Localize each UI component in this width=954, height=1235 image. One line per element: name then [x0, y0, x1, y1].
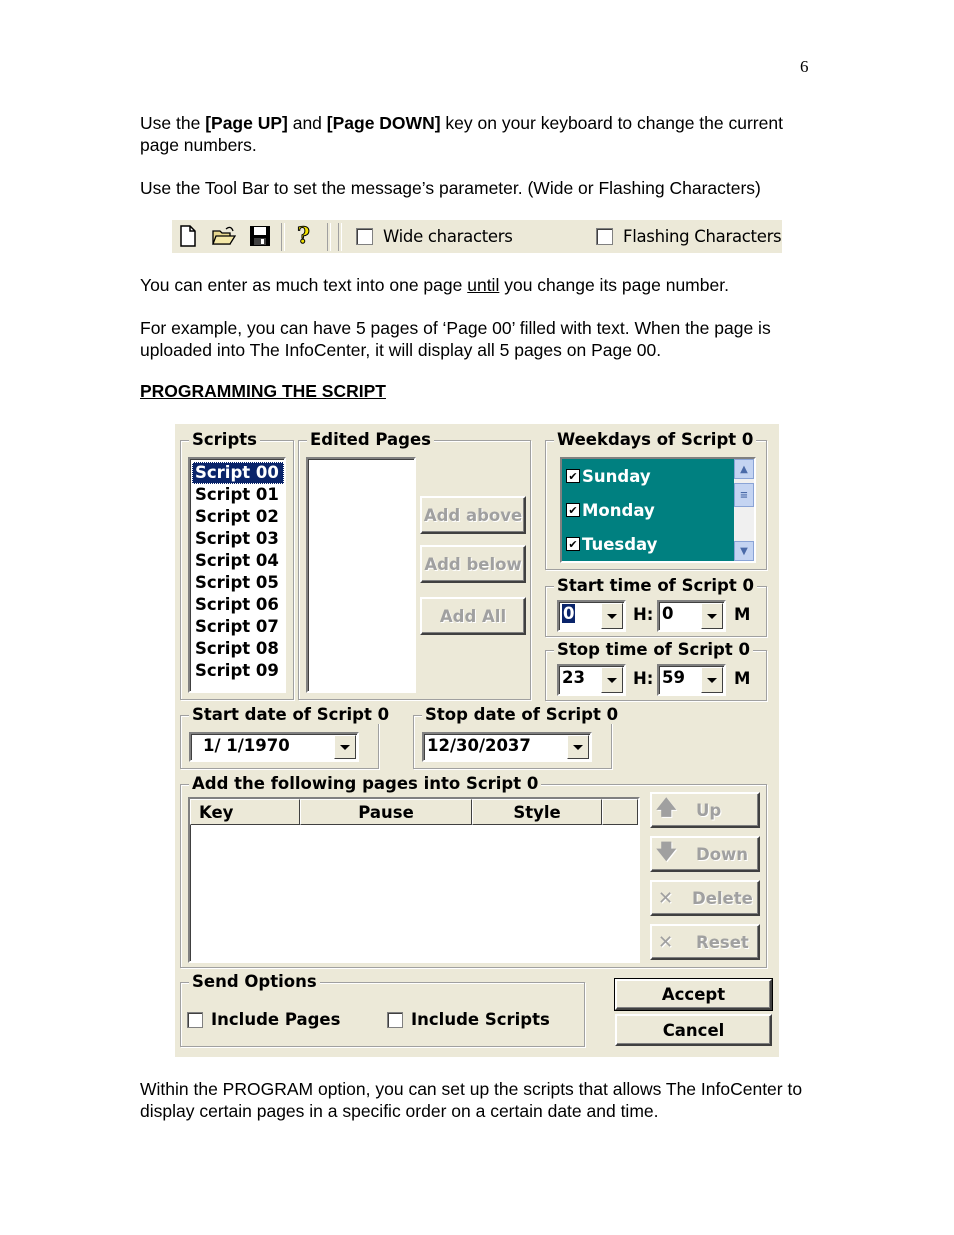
toolbar-separator: [338, 223, 342, 251]
hour-label: H:: [633, 605, 654, 624]
chevron-down-icon[interactable]: [701, 667, 723, 693]
add-below-button[interactable]: Add below: [420, 545, 526, 583]
include-scripts-label: Include Scripts: [411, 1010, 550, 1029]
start-time-title: Start time of Script 0: [554, 576, 757, 595]
section-heading: PROGRAMMING THE SCRIPT: [140, 381, 386, 401]
accept-button[interactable]: Accept: [615, 979, 772, 1010]
start-hour-value: 0: [563, 604, 575, 623]
flashing-characters-checkbox[interactable]: [596, 228, 613, 245]
check-icon[interactable]: ✔: [566, 469, 580, 483]
text: key on your keyboard to change the current page numbers.: [140, 113, 783, 155]
start-minute-value: 0: [662, 604, 674, 623]
paragraph-example: For example, you can have 5 pages of ‘Page 00’ filled with text. When the page is uploaded into The InfoCenter, it will display all 5 pages on Page 00.: [140, 318, 771, 360]
scroll-thumb[interactable]: ≡: [734, 483, 754, 507]
text: you change its page number.: [499, 275, 729, 295]
stop-date-group: [413, 705, 619, 769]
script-item[interactable]: Script 03: [195, 529, 279, 548]
toolbar: [172, 220, 782, 253]
start-date-title: Start date of Script 0: [189, 705, 392, 724]
edited-pages-list[interactable]: [306, 457, 416, 693]
start-date-group: [180, 705, 390, 769]
paragraph-enter-text: [140, 275, 820, 297]
scripts-list[interactable]: [188, 457, 286, 693]
stop-hour-value: 23: [562, 668, 585, 687]
add-above-button[interactable]: Add above: [420, 496, 526, 534]
down-button[interactable]: [650, 836, 760, 872]
paragraph-program-option: Within the PROGRAM option, you can set up the scripts that allows The InfoCenter to display certain pages in a specific order on a certain date and time.: [140, 1079, 803, 1121]
reset-label: Reset: [696, 932, 749, 952]
weekday-item[interactable]: [562, 527, 734, 561]
wide-characters-label: Wide characters: [383, 227, 513, 246]
text: You can enter as much text into one page: [140, 275, 468, 295]
stop-date-title: Stop date of Script 0: [422, 705, 621, 724]
close-icon: ✕: [658, 887, 674, 909]
minute-label: M: [734, 605, 751, 624]
start-date-select[interactable]: [189, 732, 359, 762]
scroll-up-icon[interactable]: ▲: [734, 459, 754, 479]
chevron-down-icon[interactable]: [601, 667, 623, 693]
scripts-title: Scripts: [189, 430, 260, 449]
down-label: Down: [696, 844, 749, 864]
chevron-down-icon[interactable]: [567, 735, 589, 759]
up-button[interactable]: [650, 792, 760, 828]
flashing-characters-label: Flashing Characters: [623, 227, 782, 246]
start-date-value: 1/ 1/1970: [203, 736, 290, 755]
paragraph-toolbar: Use the Tool Bar to set the message’s parameter. (Wide or Flashing Characters): [140, 178, 761, 198]
weekdays-listbox[interactable]: [560, 457, 756, 563]
reset-button[interactable]: [650, 924, 760, 960]
start-minute-select[interactable]: [657, 600, 726, 632]
chevron-down-icon[interactable]: [701, 603, 723, 629]
underlined-word: until: [467, 275, 500, 295]
include-pages-checkbox[interactable]: [187, 1012, 203, 1028]
add-pages-title: Add the following pages into Script 0: [189, 774, 541, 793]
script-item[interactable]: Script 08: [195, 639, 279, 658]
include-pages-label: Include Pages: [211, 1010, 341, 1029]
paragraph-page-keys: [140, 113, 820, 156]
up-label: Up: [696, 800, 722, 820]
weekday-label: Tuesday: [582, 534, 658, 554]
column-key[interactable]: Key: [190, 799, 300, 825]
help-icon[interactable]: [292, 224, 316, 248]
new-file-icon[interactable]: [176, 224, 200, 248]
wide-characters-checkbox[interactable]: [356, 228, 373, 245]
column-empty: [602, 799, 638, 825]
include-scripts-checkbox[interactable]: [387, 1012, 403, 1028]
chevron-down-icon[interactable]: [334, 735, 356, 759]
stop-date-value: 12/30/2037: [427, 736, 531, 755]
svg-text:?: ?: [297, 224, 310, 248]
pages-table[interactable]: [188, 797, 640, 963]
save-disk-icon[interactable]: [248, 224, 272, 248]
stop-hour-select[interactable]: [557, 664, 626, 696]
send-options-title: Send Options: [189, 972, 320, 991]
weekday-item[interactable]: [562, 493, 734, 527]
minute-label: M: [734, 669, 751, 688]
delete-label: Delete: [692, 888, 753, 908]
column-pause[interactable]: Pause: [300, 799, 472, 825]
text: and: [287, 113, 327, 133]
script-item[interactable]: Script 09: [195, 661, 279, 680]
check-icon[interactable]: ✔: [566, 503, 580, 517]
scroll-down-icon[interactable]: ▼: [734, 541, 754, 561]
send-options-group: [180, 972, 585, 1047]
stop-time-group: [545, 640, 767, 701]
open-folder-icon[interactable]: [212, 224, 236, 248]
text: Use the: [140, 113, 206, 133]
weekdays-group: [545, 430, 767, 570]
script-item[interactable]: Script 04: [195, 551, 279, 570]
edited-pages-title: Edited Pages: [307, 430, 434, 449]
add-pages-group: [180, 774, 767, 968]
script-item[interactable]: Script 01: [195, 485, 279, 504]
chevron-down-icon[interactable]: [601, 603, 623, 629]
arrow-down-icon: 🡇: [656, 839, 677, 863]
weekdays-list: [562, 459, 734, 561]
scripts-group: [180, 430, 294, 700]
script-item[interactable]: Script 06: [195, 595, 279, 614]
script-item[interactable]: Script 07: [195, 617, 279, 636]
script-item[interactable]: Script 05: [195, 573, 279, 592]
add-all-button[interactable]: Add All: [420, 597, 526, 635]
page-number: 6: [800, 57, 809, 76]
weekday-label: Sunday: [582, 466, 651, 486]
toolbar-separator: [327, 223, 331, 251]
key-page-up: [Page UP]: [205, 113, 288, 133]
start-hour-select[interactable]: [557, 600, 626, 632]
edited-pages-group: [298, 430, 531, 700]
arrow-up-icon: 🡅: [656, 795, 677, 819]
weekday-label: Monday: [582, 500, 655, 520]
weekdays-scrollbar[interactable]: [734, 459, 754, 561]
delete-button[interactable]: [650, 880, 760, 916]
script-item[interactable]: Script 00: [192, 462, 284, 484]
weekdays-title: Weekdays of Script 0: [554, 430, 756, 449]
cancel-button[interactable]: Cancel: [615, 1014, 772, 1046]
close-icon: ✕: [658, 931, 674, 953]
stop-minute-value: 59: [662, 668, 685, 687]
start-time-group: [545, 576, 767, 637]
stop-time-title: Stop time of Script 0: [554, 640, 753, 659]
hour-label: H:: [633, 669, 654, 688]
toolbar-separator: [281, 223, 285, 251]
weekday-item[interactable]: [562, 459, 734, 493]
script-item[interactable]: Script 02: [195, 507, 279, 526]
column-style[interactable]: Style: [472, 799, 602, 825]
key-page-down: [Page DOWN]: [326, 113, 441, 133]
check-icon[interactable]: ✔: [566, 537, 580, 551]
stop-minute-select[interactable]: [657, 664, 726, 696]
stop-date-select[interactable]: [422, 732, 592, 762]
program-script-dialog: [175, 424, 779, 1057]
